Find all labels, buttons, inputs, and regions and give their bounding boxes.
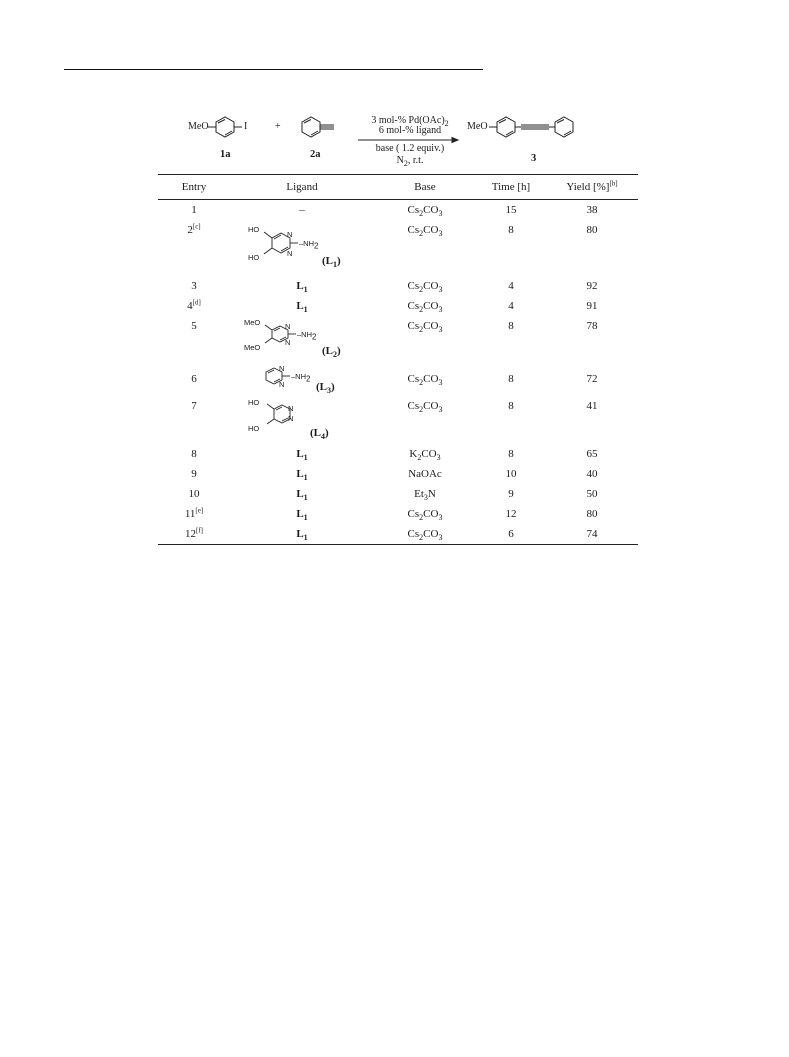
ligand-l3-tag: $(L_3)$ [316, 381, 335, 396]
ligand-l4-tag: $(L_4)$ [310, 427, 329, 442]
methoxy-top: MeO [244, 318, 261, 327]
header-time: Time [h] [476, 175, 546, 200]
table-row [158, 524, 638, 545]
reaction-scheme [158, 104, 638, 172]
results-table [158, 174, 638, 545]
cell-yield: 74 [546, 524, 638, 545]
nitrogen-bottom: N [279, 380, 285, 389]
cell-base: $Cs_2CO_3$ [407, 508, 443, 523]
hydroxy-bottom: HO [248, 253, 260, 262]
cell-ligand: $L_1$ [296, 488, 308, 503]
cell-ligand: $L_1$ [296, 280, 308, 295]
cell-base: NaOAc [408, 468, 442, 480]
nitrogen-top: N [279, 364, 285, 373]
table-row [158, 504, 638, 524]
cell-entry: 3 [191, 280, 197, 292]
cell-base: $Cs_2CO_3$ [374, 524, 476, 545]
cell-time: 4 [508, 300, 514, 312]
cell-base: $K_2CO_3$ [409, 448, 441, 463]
cell-yield: 91 [586, 300, 598, 312]
hydroxy-bottom: HO [248, 424, 260, 433]
cell-base: $Cs_2CO_3$ [407, 373, 443, 388]
cell-ligand: $L_1$ [296, 448, 308, 463]
cell-yield: 80 [586, 224, 598, 236]
cell-base: $Cs_2CO_3$ [407, 280, 443, 295]
table-row [158, 316, 638, 362]
cell-time: 4 [508, 280, 514, 292]
cell-ligand: $L_1$ [296, 468, 308, 483]
cell-yield: 40 [586, 468, 598, 480]
cell-time: 15 [505, 204, 517, 216]
cell-ligand [230, 316, 374, 362]
header-yield: Yield [%][b] [546, 175, 638, 200]
nitrogen-top: N [288, 404, 294, 413]
amino-group: $-NH_2$ [299, 239, 319, 251]
ligand-l1-tag: $(L_1)$ [322, 255, 341, 270]
nitrogen-bottom: N [287, 249, 293, 258]
table-row [158, 484, 638, 504]
reactant1-halogen: I [244, 121, 248, 132]
ligand-l1-structure [230, 220, 374, 276]
reactant2-label: 2a [310, 149, 321, 160]
table-header-row [158, 175, 638, 200]
ligand-l2-tag: $(L_2)$ [322, 345, 341, 360]
cell-base: $Cs_2CO_3$ [407, 320, 443, 335]
reactant1-label: 1a [220, 149, 231, 160]
cell-yield: 80 [586, 508, 598, 520]
condition-catalyst: 3 mol-% $Pd(OAc)_2$ [371, 115, 449, 128]
cell-time: 8 [508, 224, 514, 236]
header-rule [64, 69, 483, 70]
cell-entry: 10 [188, 488, 200, 500]
product-label: 3 [531, 153, 537, 164]
cell-entry: 9 [191, 468, 197, 480]
table-row [158, 220, 638, 276]
cell-time: 8 [508, 373, 514, 385]
condition-atmosphere: $N_2$, r.t. [396, 155, 424, 168]
hydroxy-top: HO [248, 398, 260, 407]
cell-time: 8 [508, 448, 514, 460]
table-row [158, 396, 638, 444]
cell-entry: 5 [191, 320, 197, 332]
cell-time: 8 [508, 400, 514, 412]
cell-base: $Cs_2CO_3$ [407, 204, 443, 219]
plus-sign: + [275, 121, 281, 132]
cell-base: $Cs_2CO_3$ [407, 400, 443, 415]
cell-time: 9 [508, 488, 514, 500]
cell-yield: 65 [586, 448, 598, 460]
nitrogen-bottom: N [285, 338, 291, 347]
condition-ligand: 6 mol-% ligand [378, 125, 442, 136]
table-row [158, 362, 638, 396]
nitrogen-bottom: N [288, 414, 294, 423]
methoxy-bottom: MeO [244, 343, 261, 352]
cell-entry: 12[f] [158, 524, 230, 545]
cell-entry: 6 [191, 373, 197, 385]
reactant1-group: MeO [188, 121, 209, 132]
header-entry: Entry [158, 175, 230, 200]
cell-ligand [230, 220, 374, 276]
ligand-l3-structure [230, 362, 374, 396]
amino-group: $-NH_2$ [297, 330, 317, 342]
table-row [158, 200, 638, 221]
header-base: Base [374, 175, 476, 200]
cell-entry: 2[c] [187, 222, 201, 236]
cell-yield: 78 [586, 320, 598, 332]
cell-ligand: $L_1$ [296, 300, 308, 315]
cell-ligand [230, 396, 374, 444]
cell-yield: 38 [586, 204, 598, 216]
cell-yield: 41 [586, 400, 598, 412]
cell-entry: 1 [191, 204, 197, 216]
cell-base: $Et_3N$ [414, 488, 436, 503]
cell-time: 12 [505, 508, 517, 520]
nitrogen-top: N [287, 230, 293, 239]
cell-entry: 7 [191, 400, 197, 412]
condition-base: base ( 1.2 equiv.) [375, 143, 445, 154]
cell-entry: 11[e] [184, 506, 204, 520]
amino-group: $-NH_2$ [291, 372, 311, 384]
cell-entry: 4[d] [187, 298, 201, 312]
header-ligand: Ligand [230, 175, 374, 200]
cell-yield: 72 [586, 373, 598, 385]
table-row [158, 444, 638, 464]
cell-entry: 8 [191, 448, 197, 460]
table-row [158, 296, 638, 316]
hydroxy-top: HO [248, 225, 260, 234]
cell-time: 10 [505, 468, 517, 480]
cell-time: 6 [476, 524, 546, 545]
cell-ligand: $L_1$ [296, 508, 308, 523]
ligand-l4-structure [230, 396, 374, 444]
table-row [158, 464, 638, 484]
cell-base: $Cs_2CO_3$ [407, 224, 443, 239]
ligand-l2-structure [230, 316, 374, 362]
product-group: MeO [467, 121, 488, 132]
cell-base: $Cs_2CO_3$ [407, 300, 443, 315]
cell-ligand [230, 362, 374, 396]
nitrogen-top: N [285, 322, 291, 331]
cell-yield: 50 [586, 488, 598, 500]
cell-time: 8 [508, 320, 514, 332]
cell-yield: 92 [586, 280, 598, 292]
cell-ligand: $L_1$ [230, 524, 374, 545]
table-row [158, 276, 638, 296]
cell-ligand: – [299, 204, 305, 216]
